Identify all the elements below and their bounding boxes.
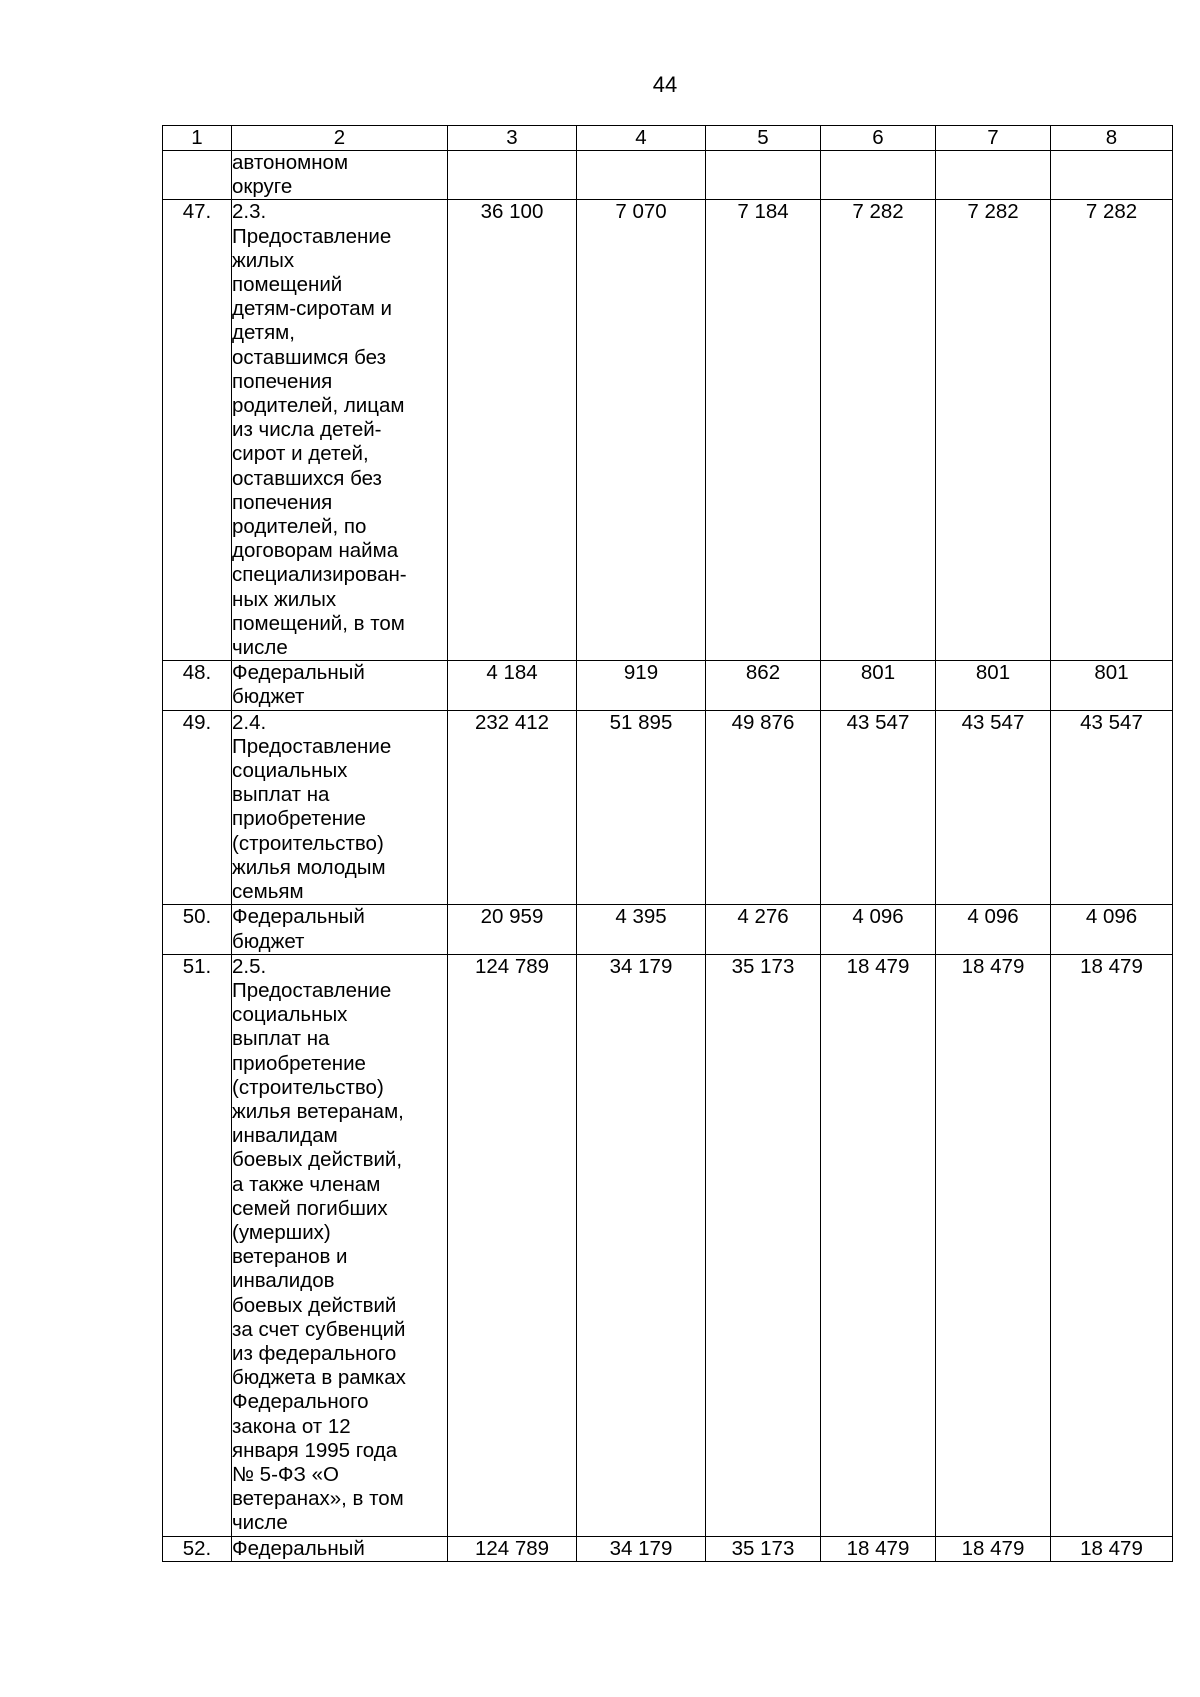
table-row — [163, 661, 1173, 710]
row-name-line: Предоставление — [232, 734, 392, 758]
row-name-line: Предоставление — [232, 224, 392, 248]
value-cell-col-8: 18 479 — [1051, 954, 1173, 1536]
row-name-line: социальных — [232, 759, 348, 783]
value-cell-col-6: 801 — [821, 661, 936, 710]
value-cell-col-5: 35 173 — [706, 1536, 821, 1561]
value-cell-col-7: 18 479 — [936, 1536, 1051, 1561]
value-cell-col-7: 43 547 — [936, 710, 1051, 905]
row-name — [232, 1536, 448, 1561]
row-number: 49. — [163, 710, 232, 905]
row-name-line: помещений — [232, 273, 343, 297]
row-name-line: округе — [232, 175, 293, 199]
row-name-line: числе — [232, 1511, 288, 1535]
row-name-line: из числа детей- — [232, 418, 382, 442]
row-name-line: (умерших) — [232, 1220, 331, 1244]
row-name-line: бюджета в рамках — [232, 1366, 406, 1390]
value-cell-col-5: 49 876 — [706, 710, 821, 905]
row-name-line: инвалидам — [232, 1124, 338, 1148]
row-name-line: попечения — [232, 490, 333, 514]
row-name-line: а также членам — [232, 1172, 381, 1196]
row-name-line: оставшихся без — [232, 466, 382, 490]
value-cell-col-6: 18 479 — [821, 954, 936, 1536]
table-row — [163, 954, 1173, 1536]
value-cell-col-4: 919 — [577, 661, 706, 710]
value-cell-col-6: 43 547 — [821, 710, 936, 905]
row-name-line: детям-сиротам и — [232, 297, 392, 321]
value-cell-col-6: 7 282 — [821, 200, 936, 661]
table-row — [163, 200, 1173, 661]
row-name — [232, 905, 448, 954]
row-name-line: Федерального — [232, 1390, 369, 1414]
row-name-line: выплат на — [232, 1027, 330, 1051]
row-name-line: договорам найма — [232, 539, 399, 563]
table-row — [163, 905, 1173, 954]
row-name-line: приобретение — [232, 1051, 366, 1075]
value-cell-col-8: 7 282 — [1051, 200, 1173, 661]
row-name-line: января 1995 года — [232, 1438, 398, 1462]
row-name-line: оставшимся без — [232, 345, 387, 369]
row-name-line: ветеранов и — [232, 1245, 348, 1269]
row-name-line: семьям — [232, 880, 304, 904]
value-cell-col-8: 18 479 — [1051, 1536, 1173, 1561]
value-cell-col-3: 124 789 — [448, 954, 577, 1536]
table-row — [163, 151, 1173, 200]
value-cell-col-3: 20 959 — [448, 905, 577, 954]
row-name-line: помещений, в том — [232, 611, 405, 635]
value-cell-col-6: 4 096 — [821, 905, 936, 954]
row-name-line: боевых действий — [232, 1293, 397, 1317]
row-name — [232, 151, 448, 200]
row-name-line: автономном — [232, 151, 349, 174]
row-name-line: Предоставление — [232, 978, 392, 1002]
row-name-line: ных жилых — [232, 587, 337, 611]
row-name — [232, 954, 448, 1536]
value-cell-col-8 — [1051, 151, 1173, 200]
value-cell-col-4: 34 179 — [577, 954, 706, 1536]
value-cell-col-7: 7 282 — [936, 200, 1051, 661]
row-name-line: жилья ветеранам, — [232, 1099, 404, 1123]
table-row — [163, 1536, 1173, 1561]
row-name-line: из федерального — [232, 1341, 397, 1365]
row-name-line: 2.3. — [232, 200, 267, 224]
value-cell-col-3: 36 100 — [448, 200, 577, 661]
row-name-line: детям, — [232, 321, 295, 345]
row-number: 51. — [163, 954, 232, 1536]
column-header-1: 1 — [163, 126, 232, 151]
row-number — [163, 151, 232, 200]
column-header-7: 7 — [936, 126, 1051, 151]
row-name — [232, 200, 448, 661]
row-name-line: боевых действий, — [232, 1148, 403, 1172]
row-name-line: (строительство) — [232, 831, 384, 855]
row-name-line: Федеральный — [232, 1536, 365, 1560]
row-name-line: Федеральный — [232, 905, 365, 929]
row-name-line: социальных — [232, 1003, 348, 1027]
row-number: 47. — [163, 200, 232, 661]
row-name-line: ветеранах», в том — [232, 1487, 404, 1511]
value-cell-col-4 — [577, 151, 706, 200]
column-header-3: 3 — [448, 126, 577, 151]
row-name-line: выплат на — [232, 783, 330, 807]
data-table — [162, 125, 1173, 1562]
row-name-line: числе — [232, 636, 288, 660]
table-body — [163, 151, 1173, 1562]
value-cell-col-7: 18 479 — [936, 954, 1051, 1536]
value-cell-col-8: 801 — [1051, 661, 1173, 710]
row-name-line: закона от 12 — [232, 1414, 351, 1438]
value-cell-col-5: 35 173 — [706, 954, 821, 1536]
value-cell-col-3 — [448, 151, 577, 200]
column-header-4: 4 — [577, 126, 706, 151]
row-number: 50. — [163, 905, 232, 954]
row-name — [232, 661, 448, 710]
row-name-line: родителей, лицам — [232, 394, 405, 418]
value-cell-col-7 — [936, 151, 1051, 200]
row-name-line: жилых — [232, 248, 295, 272]
column-header-2: 2 — [232, 126, 448, 151]
row-number: 48. — [163, 661, 232, 710]
row-name-line: инвалидов — [232, 1269, 335, 1293]
value-cell-col-6 — [821, 151, 936, 200]
row-name-line: № 5-ФЗ «О — [232, 1462, 339, 1486]
row-name-line: 2.4. — [232, 710, 267, 734]
header-row — [163, 126, 1173, 151]
value-cell-col-5: 862 — [706, 661, 821, 710]
row-name-line: бюджет — [232, 685, 305, 709]
value-cell-col-3: 232 412 — [448, 710, 577, 905]
row-name-line: специализирован- — [232, 563, 407, 587]
value-cell-col-8: 4 096 — [1051, 905, 1173, 954]
value-cell-col-4: 34 179 — [577, 1536, 706, 1561]
row-name-line: Федеральный — [232, 661, 365, 685]
row-name-line: попечения — [232, 369, 333, 393]
value-cell-col-5 — [706, 151, 821, 200]
value-cell-col-4: 51 895 — [577, 710, 706, 905]
row-name-line: (строительство) — [232, 1075, 384, 1099]
row-name-line: родителей, по — [232, 515, 367, 539]
column-header-6: 6 — [821, 126, 936, 151]
row-name-line: 2.5. — [232, 954, 267, 978]
row-name-line: за счет субвенций — [232, 1317, 406, 1341]
row-name-line: приобретение — [232, 807, 366, 831]
row-name-line: семей погибших — [232, 1196, 388, 1220]
value-cell-col-7: 4 096 — [936, 905, 1051, 954]
column-header-5: 5 — [706, 126, 821, 151]
value-cell-col-8: 43 547 — [1051, 710, 1173, 905]
page-number: 44 — [652, 72, 678, 97]
row-name-line: бюджет — [232, 929, 305, 953]
value-cell-col-7: 801 — [936, 661, 1051, 710]
value-cell-col-4: 7 070 — [577, 200, 706, 661]
column-header-8: 8 — [1051, 126, 1173, 151]
value-cell-col-5: 7 184 — [706, 200, 821, 661]
value-cell-col-3: 124 789 — [448, 1536, 577, 1561]
table-row — [163, 710, 1173, 905]
row-number: 52. — [163, 1536, 232, 1561]
value-cell-col-5: 4 276 — [706, 905, 821, 954]
row-name-line: жилья молодым — [232, 855, 386, 879]
value-cell-col-3: 4 184 — [448, 661, 577, 710]
value-cell-col-6: 18 479 — [821, 1536, 936, 1561]
row-name-line: сирот и детей, — [232, 442, 369, 466]
value-cell-col-4: 4 395 — [577, 905, 706, 954]
row-name — [232, 710, 448, 905]
